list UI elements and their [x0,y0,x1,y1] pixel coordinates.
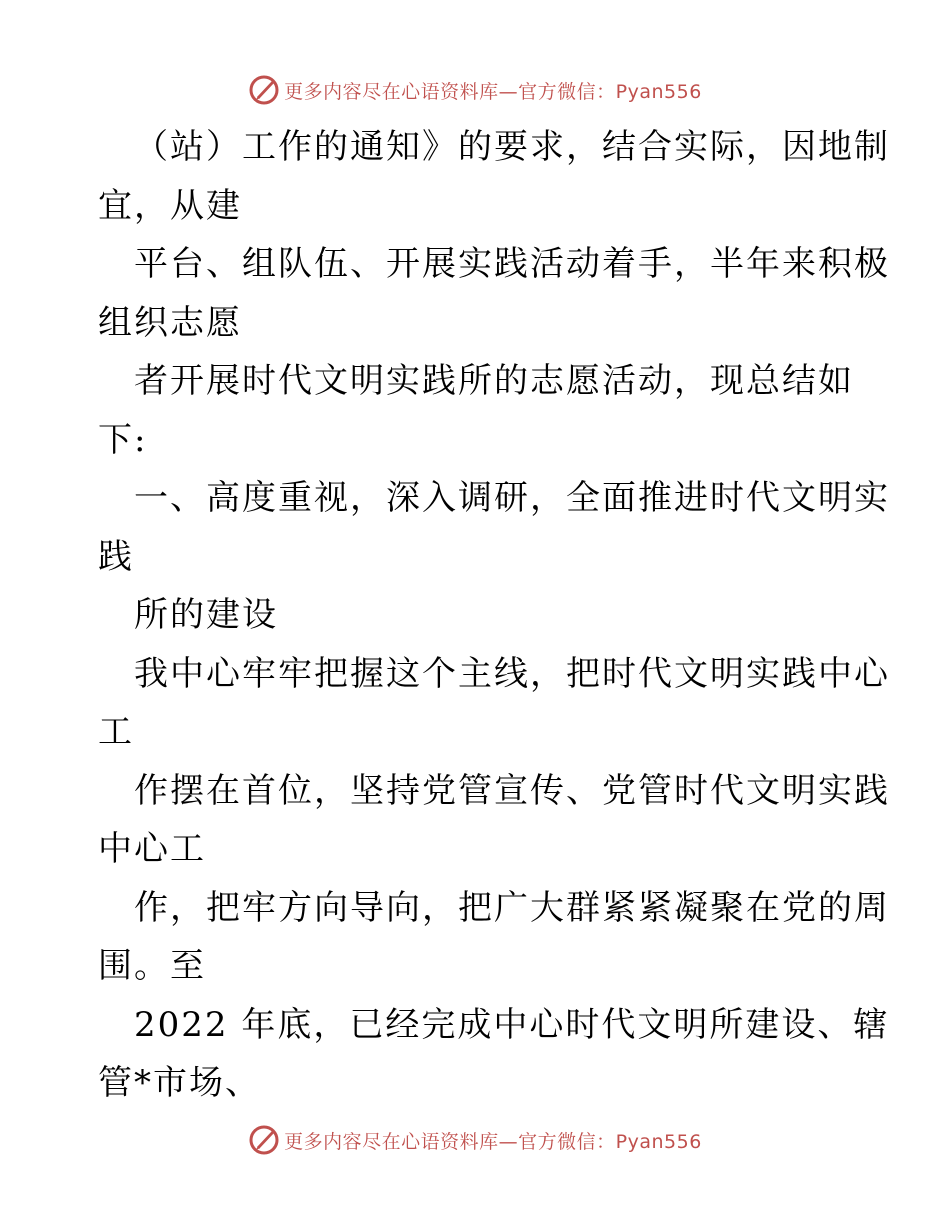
quill-pen-logo-icon [248,74,280,106]
text-line: 组织志愿 [98,302,242,343]
text-line: 践 [98,536,134,577]
text-line: 下: [98,419,148,460]
text-line: 者开展时代文明实践所的志愿活动，现总结如 [134,361,854,401]
text-line: 宜，从建 [98,185,242,226]
text-line: 一、高度重视，深入调研，全面推进时代文明实 [134,478,890,518]
header-text: 更多内容尽在心语资料库—官方微信：Pyan556 [284,80,702,103]
text-line: 围。至 [98,946,206,986]
text-line: 我中心牢牢把握这个主线，把时代文明实践中心 [134,653,890,694]
quill-pen-logo-icon [248,1124,280,1156]
footer-text: 更多内容尽在心语资料库—官方微信：Pyan556 [284,1130,702,1153]
text-line: 工 [98,712,134,752]
text-line: 作，把牢方向导向，把广大群紧紧凝聚在党的周 [134,887,890,928]
footer-banner [0,1120,950,1160]
text-line: 中心工 [98,829,206,869]
text-line: 平台、组队伍、开展实践活动着手，半年来积极 [134,244,890,284]
text-line: （站）工作的通知》的要求，结合实际，因地制 [134,127,890,167]
text-line: 所的建设 [134,595,278,635]
document-body [98,118,890,1113]
header-banner [0,70,950,110]
text-line: 管*市场、 [98,1063,261,1103]
text-line: 作摆在首位，坚持党管宣传、党管时代文明实践 [134,770,890,811]
text-line: 2022 年底，已经完成中心时代文明所建设、辖 [134,1004,890,1045]
